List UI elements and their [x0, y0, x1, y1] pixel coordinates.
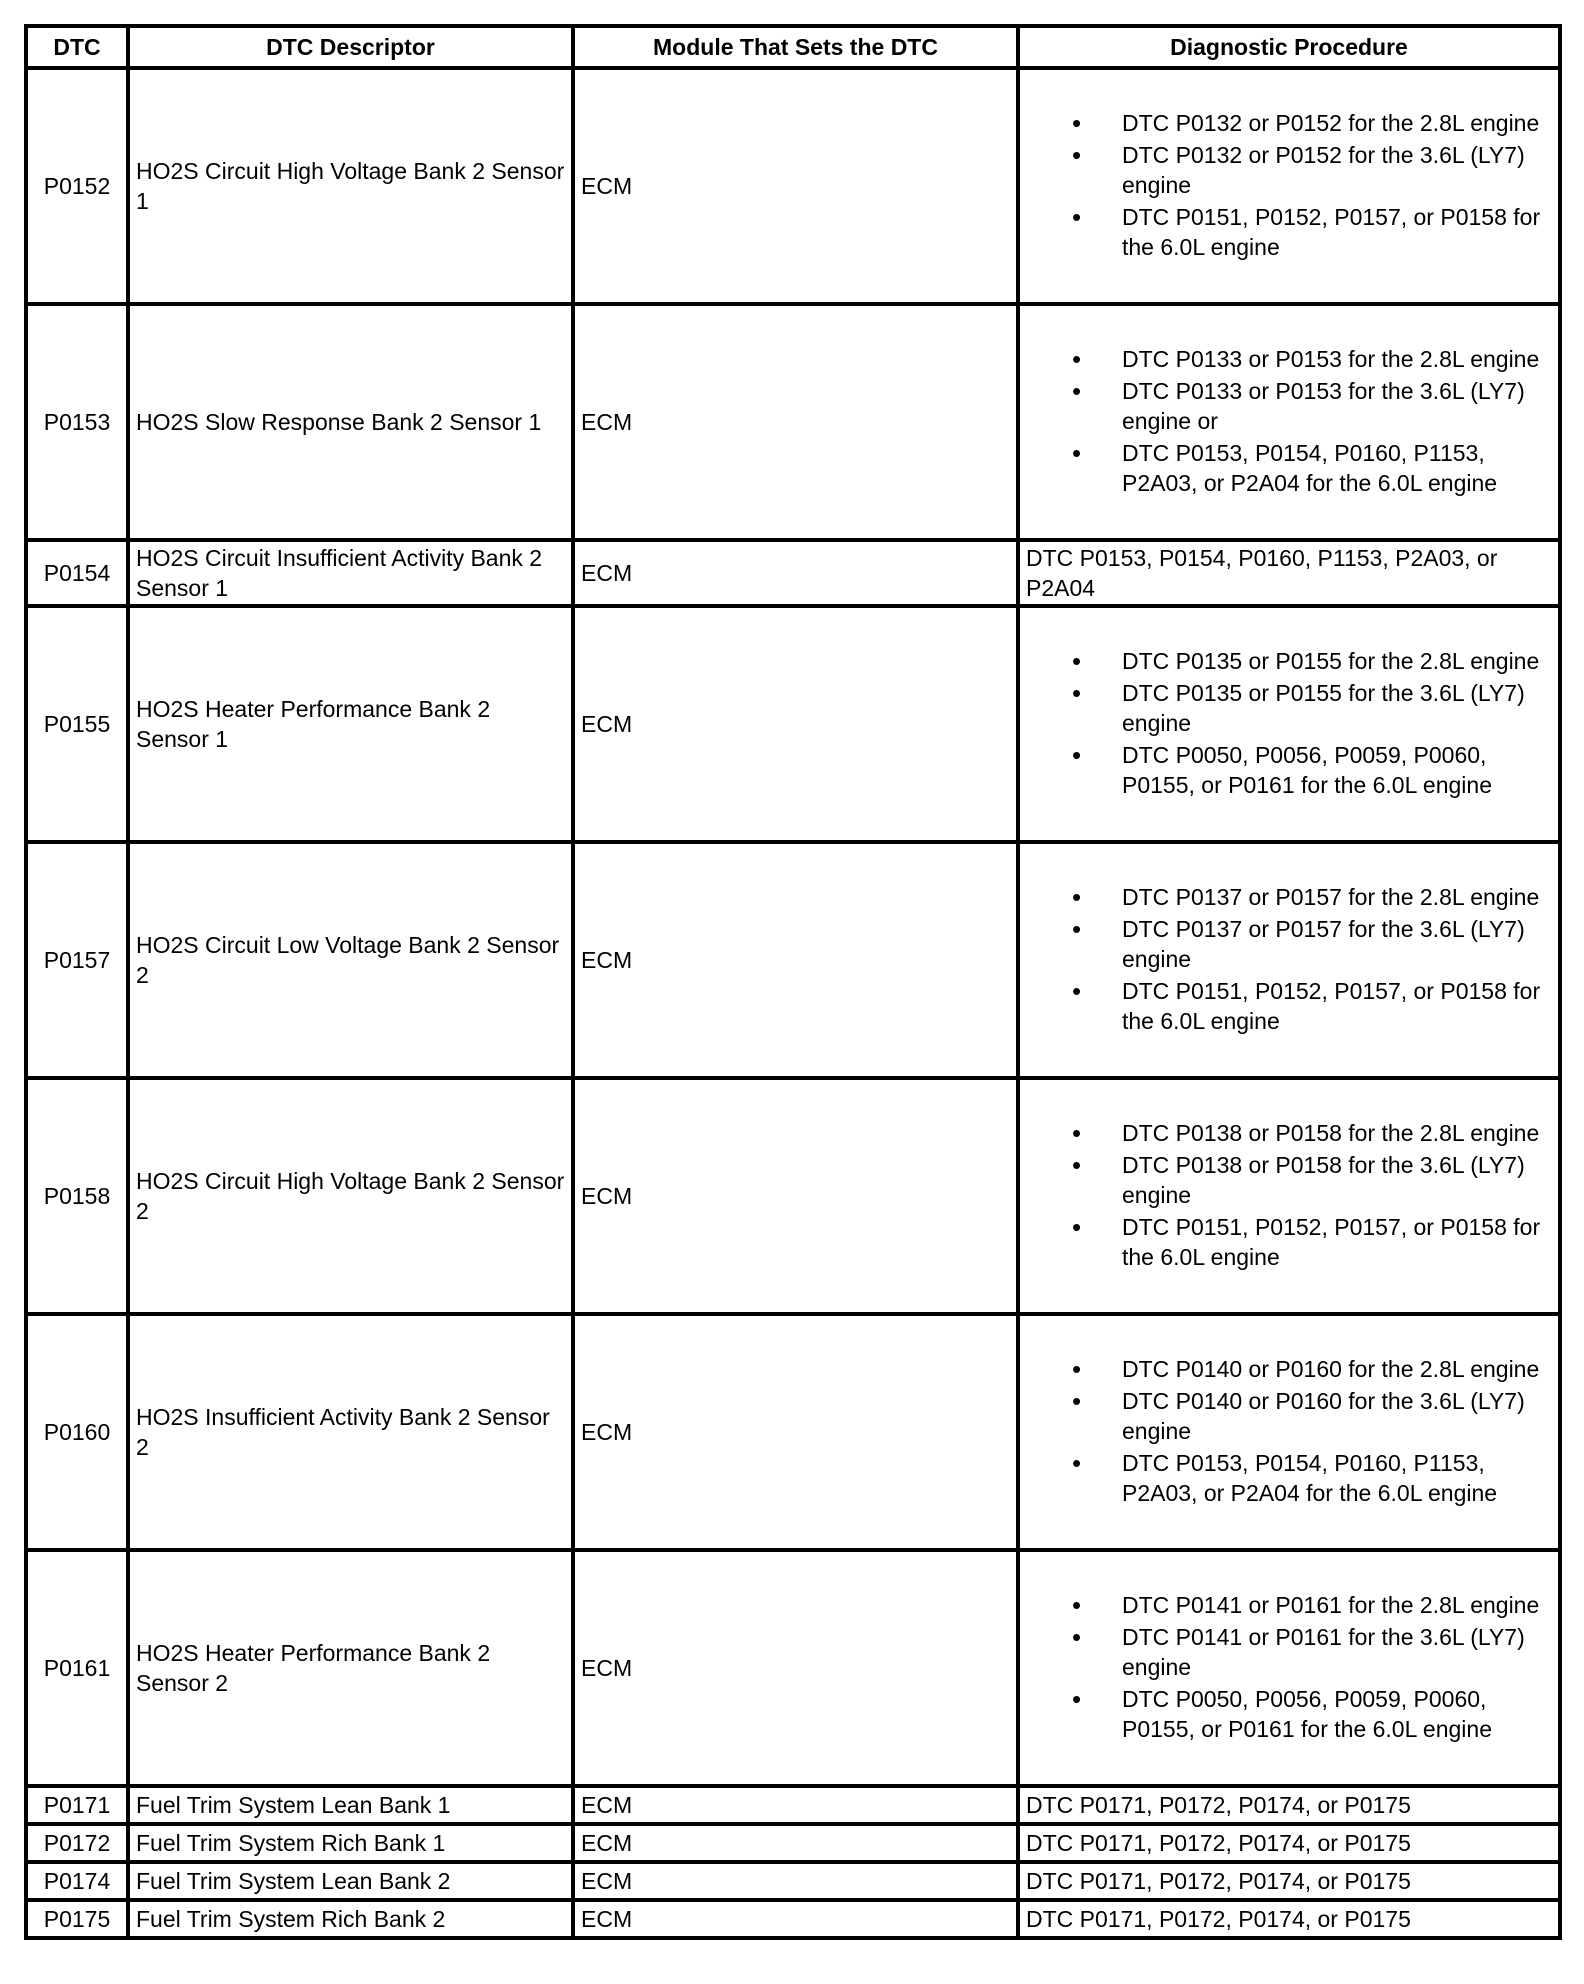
procedure-list: [1026, 1118, 1552, 1272]
diagnostic-procedure: DTC P0171, P0172, P0174, or P0175: [1018, 1786, 1560, 1824]
dtc-code: P0175: [26, 1900, 128, 1938]
dtc-code: P0155: [26, 606, 128, 842]
table-body: [26, 68, 1560, 1938]
procedure-list: [1026, 108, 1552, 262]
diagnostic-procedure: [1018, 304, 1560, 540]
dtc-descriptor: Fuel Trim System Rich Bank 1: [128, 1824, 573, 1862]
procedure-list: [1026, 1590, 1552, 1744]
table-row: [26, 1900, 1560, 1938]
procedure-item: • DTC P0153, P0154, P0160, P1153, P2A03, or P2A04 for the 6.0L engine: [1122, 438, 1552, 498]
procedure-list: [1026, 344, 1552, 498]
dtc-descriptor: HO2S Heater Performance Bank 2 Sensor 2: [128, 1550, 573, 1786]
procedure-item: • DTC P0132 or P0152 for the 2.8L engine: [1122, 108, 1552, 138]
module: ECM: [573, 1786, 1018, 1824]
dtc-descriptor: HO2S Circuit Insufficient Activity Bank 2 Sensor 1: [128, 540, 573, 606]
dtc-descriptor: Fuel Trim System Lean Bank 1: [128, 1786, 573, 1824]
dtc-code: P0160: [26, 1314, 128, 1550]
dtc-table: [24, 24, 1562, 1940]
diagnostic-procedure: [1018, 1314, 1560, 1550]
dtc-code: P0153: [26, 304, 128, 540]
dtc-descriptor: HO2S Insufficient Activity Bank 2 Sensor 2: [128, 1314, 573, 1550]
dtc-code: P0157: [26, 842, 128, 1078]
procedure-item: • DTC P0132 or P0152 for the 3.6L (LY7) engine: [1122, 140, 1552, 200]
diagnostic-procedure: [1018, 1078, 1560, 1314]
table-row: [26, 304, 1560, 540]
procedure-item: • DTC P0135 or P0155 for the 2.8L engine: [1122, 646, 1552, 676]
header-dtc-descriptor: DTC Descriptor: [128, 26, 573, 68]
table-row: [26, 68, 1560, 304]
header-diagnostic-procedure: Diagnostic Procedure: [1018, 26, 1560, 68]
dtc-descriptor: HO2S Heater Performance Bank 2 Sensor 1: [128, 606, 573, 842]
module: ECM: [573, 304, 1018, 540]
module: ECM: [573, 1314, 1018, 1550]
table-row: [26, 1078, 1560, 1314]
dtc-descriptor: Fuel Trim System Lean Bank 2: [128, 1862, 573, 1900]
procedure-item: • DTC P0138 or P0158 for the 2.8L engine: [1122, 1118, 1552, 1148]
procedure-item: • DTC P0151, P0152, P0157, or P0158 for the 6.0L engine: [1122, 976, 1552, 1036]
dtc-descriptor: HO2S Circuit High Voltage Bank 2 Sensor 1: [128, 68, 573, 304]
module: ECM: [573, 1900, 1018, 1938]
procedure-item: • DTC P0133 or P0153 for the 2.8L engine: [1122, 344, 1552, 374]
dtc-descriptor: HO2S Slow Response Bank 2 Sensor 1: [128, 304, 573, 540]
diagnostic-procedure: [1018, 68, 1560, 304]
table-row: [26, 1550, 1560, 1786]
table-row: [26, 540, 1560, 606]
procedure-item: • DTC P0137 or P0157 for the 3.6L (LY7) engine: [1122, 914, 1552, 974]
table-row: [26, 842, 1560, 1078]
header-row: [26, 26, 1560, 68]
procedure-item: • DTC P0141 or P0161 for the 2.8L engine: [1122, 1590, 1552, 1620]
dtc-descriptor: Fuel Trim System Rich Bank 2: [128, 1900, 573, 1938]
diagnostic-procedure: DTC P0171, P0172, P0174, or P0175: [1018, 1862, 1560, 1900]
procedure-item: • DTC P0151, P0152, P0157, or P0158 for the 6.0L engine: [1122, 1212, 1552, 1272]
procedure-list: [1026, 646, 1552, 800]
module: ECM: [573, 1078, 1018, 1314]
module: ECM: [573, 68, 1018, 304]
procedure-item: • DTC P0050, P0056, P0059, P0060, P0155, or P0161 for the 6.0L engine: [1122, 740, 1552, 800]
module: ECM: [573, 1862, 1018, 1900]
procedure-item: • DTC P0140 or P0160 for the 3.6L (LY7) engine: [1122, 1386, 1552, 1446]
table-row: [26, 1786, 1560, 1824]
procedure-list: [1026, 882, 1552, 1036]
diagnostic-procedure: DTC P0171, P0172, P0174, or P0175: [1018, 1824, 1560, 1862]
table-header: [26, 26, 1560, 68]
header-dtc: DTC: [26, 26, 128, 68]
module: ECM: [573, 540, 1018, 606]
table-row: [26, 1314, 1560, 1550]
procedure-item: • DTC P0141 or P0161 for the 3.6L (LY7) engine: [1122, 1622, 1552, 1682]
diagnostic-procedure: [1018, 1550, 1560, 1786]
procedure-item: • DTC P0137 or P0157 for the 2.8L engine: [1122, 882, 1552, 912]
dtc-code: P0174: [26, 1862, 128, 1900]
table-row: [26, 1862, 1560, 1900]
procedure-item: • DTC P0135 or P0155 for the 3.6L (LY7) engine: [1122, 678, 1552, 738]
header-module: Module That Sets the DTC: [573, 26, 1018, 68]
dtc-code: P0154: [26, 540, 128, 606]
diagnostic-procedure: [1018, 842, 1560, 1078]
procedure-list: [1026, 1354, 1552, 1508]
module: ECM: [573, 1550, 1018, 1786]
module: ECM: [573, 1824, 1018, 1862]
procedure-item: • DTC P0151, P0152, P0157, or P0158 for the 6.0L engine: [1122, 202, 1552, 262]
table-row: [26, 1824, 1560, 1862]
module: ECM: [573, 606, 1018, 842]
procedure-item: • DTC P0140 or P0160 for the 2.8L engine: [1122, 1354, 1552, 1384]
diagnostic-procedure: DTC P0171, P0172, P0174, or P0175: [1018, 1900, 1560, 1938]
dtc-code: P0158: [26, 1078, 128, 1314]
dtc-code: P0152: [26, 68, 128, 304]
dtc-code: P0171: [26, 1786, 128, 1824]
dtc-code: P0161: [26, 1550, 128, 1786]
procedure-item: • DTC P0153, P0154, P0160, P1153, P2A03, or P2A04 for the 6.0L engine: [1122, 1448, 1552, 1508]
procedure-item: • DTC P0050, P0056, P0059, P0060, P0155, or P0161 for the 6.0L engine: [1122, 1684, 1552, 1744]
table-row: [26, 606, 1560, 842]
diagnostic-procedure: DTC P0153, P0154, P0160, P1153, P2A03, or P2A04: [1018, 540, 1560, 606]
procedure-item: • DTC P0138 or P0158 for the 3.6L (LY7) engine: [1122, 1150, 1552, 1210]
dtc-descriptor: HO2S Circuit Low Voltage Bank 2 Sensor 2: [128, 842, 573, 1078]
dtc-descriptor: HO2S Circuit High Voltage Bank 2 Sensor 2: [128, 1078, 573, 1314]
procedure-item: • DTC P0133 or P0153 for the 3.6L (LY7) engine or: [1122, 376, 1552, 436]
dtc-code: P0172: [26, 1824, 128, 1862]
diagnostic-procedure: [1018, 606, 1560, 842]
module: ECM: [573, 842, 1018, 1078]
